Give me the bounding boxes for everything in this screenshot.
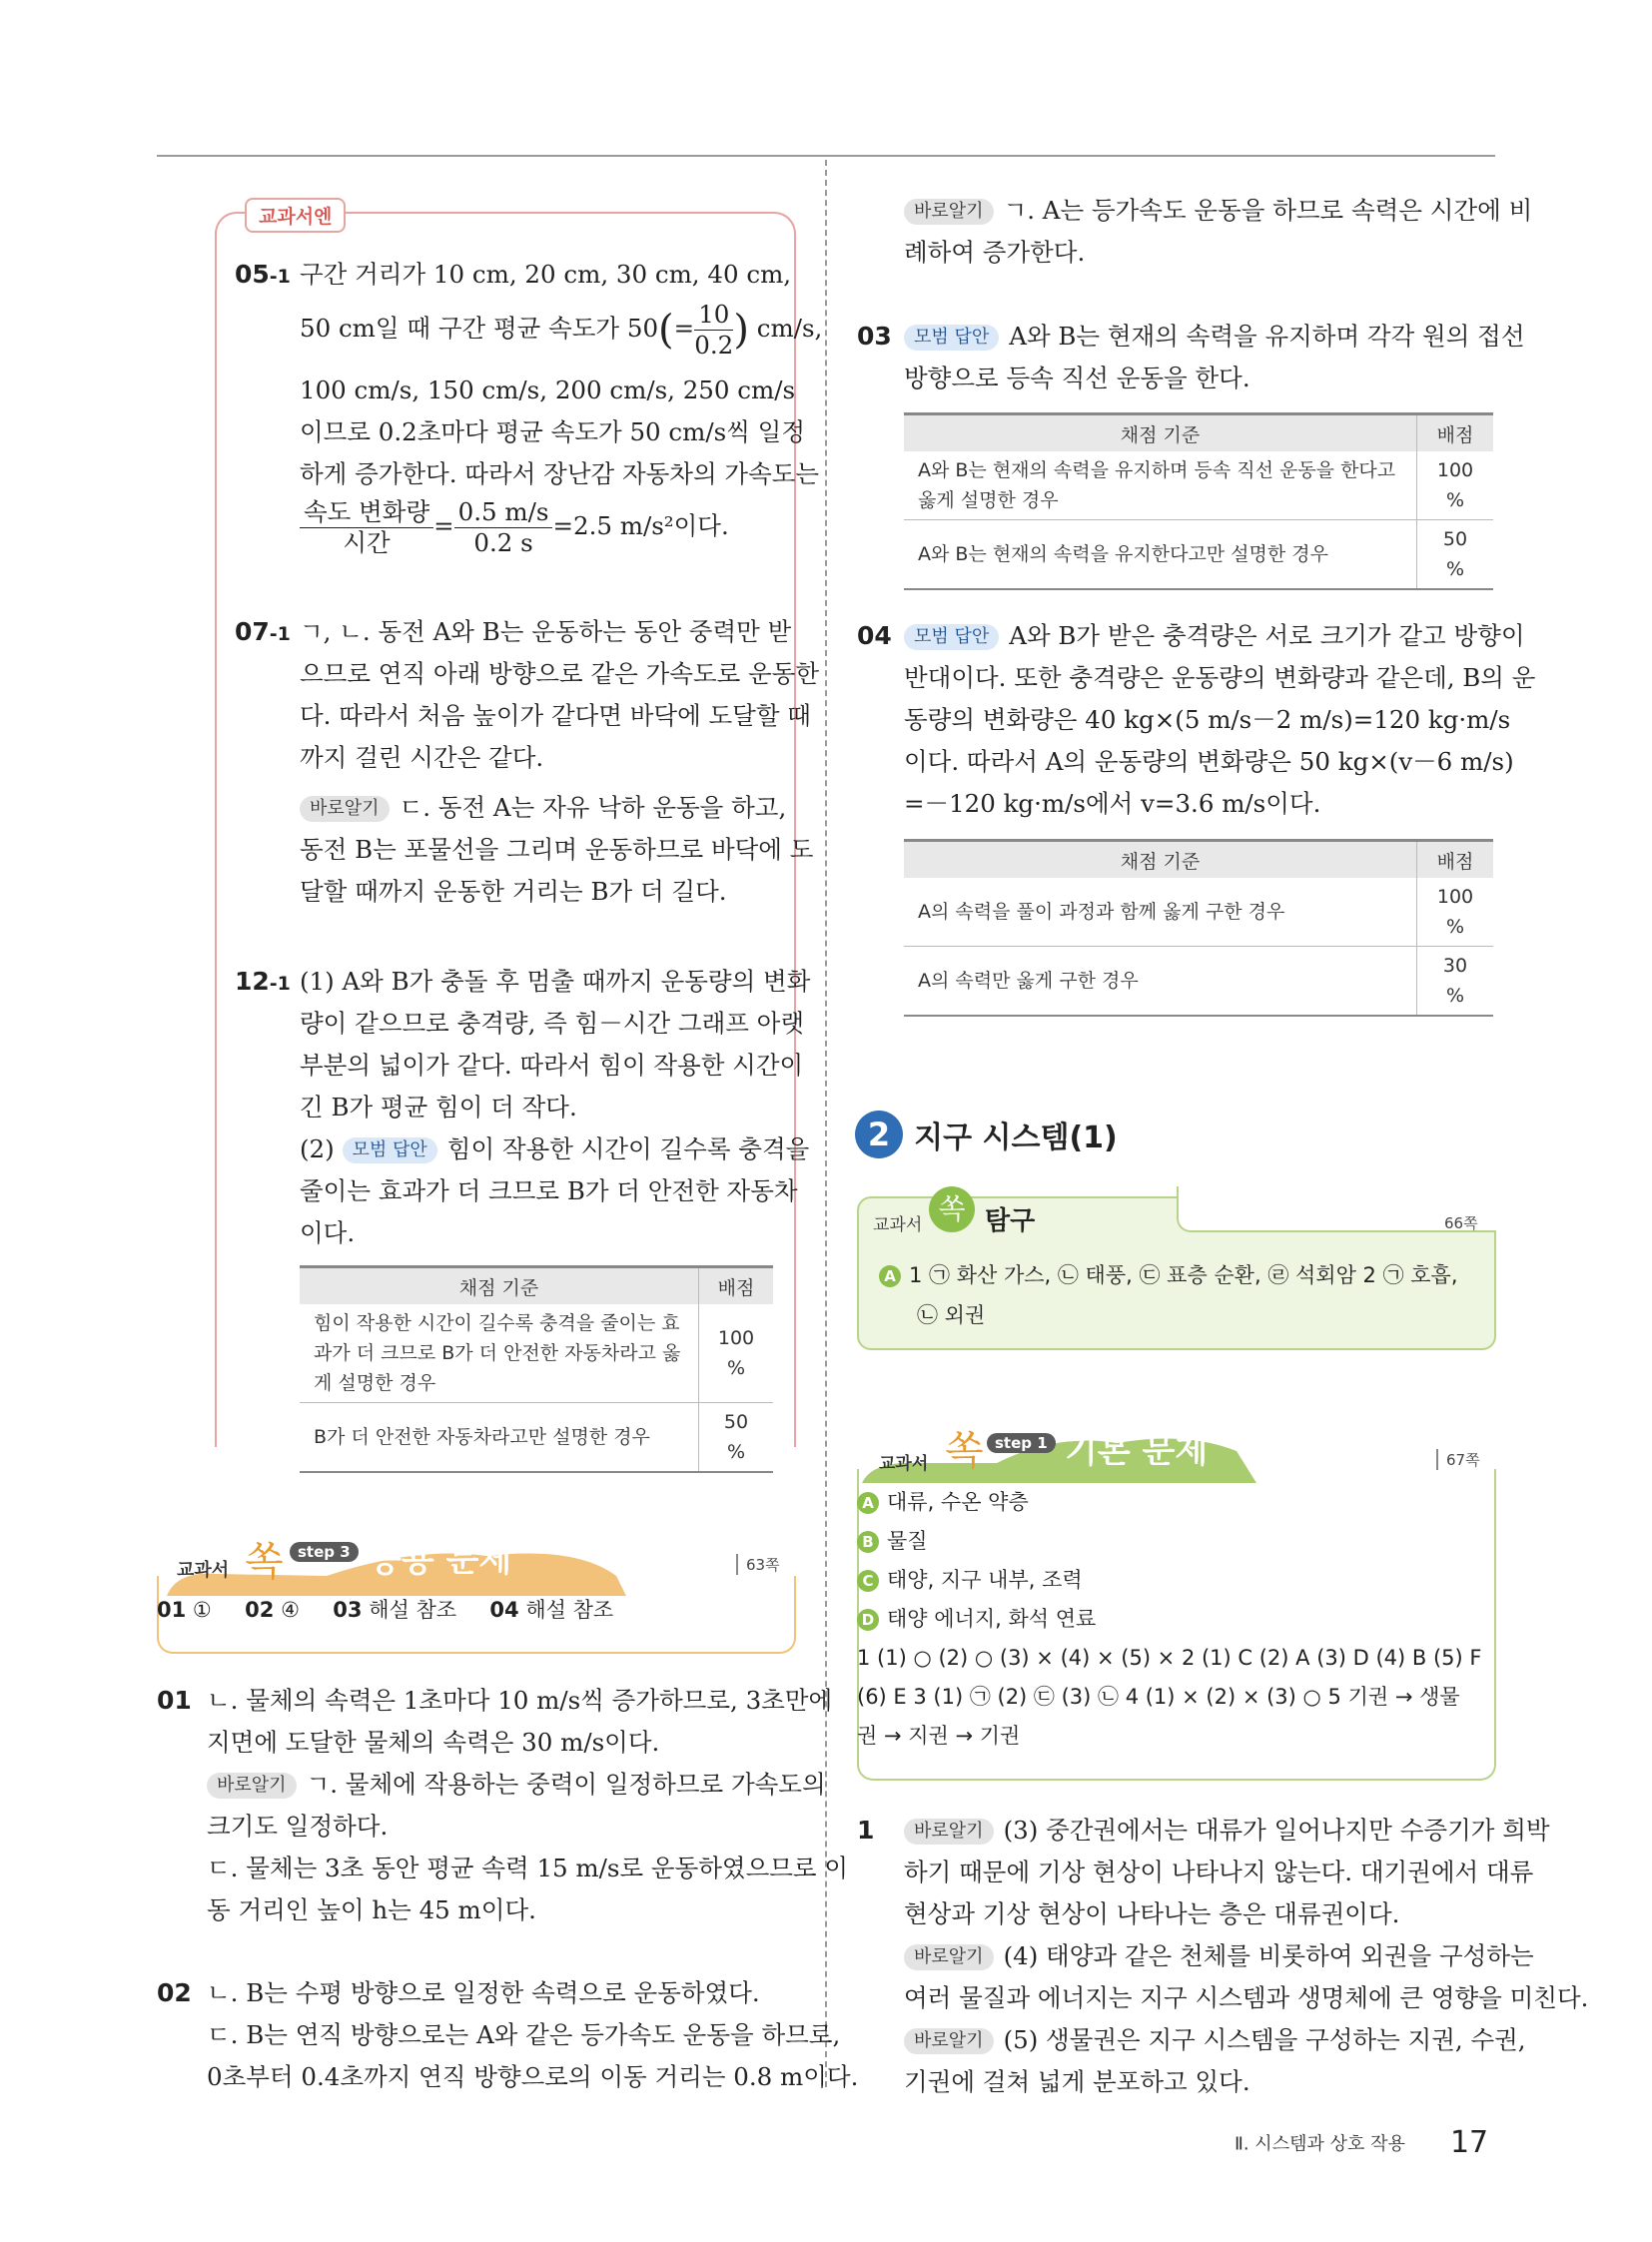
step1-answers: A 대류, 수온 약층 B 물질 C 태양, 지구 내부, 조력 D 태양 에너지, 화석 연료 1 (1) ○ (2) ○ (3) × (4) × (5) × 2 (1) C (2) A (3) D (4) B (5) F (6) E 3 (1) ㉠ (2) ㉢ (3) ㉡ 4 (1) × (2) × (3) ○ 5 기권 → 생물 권 → 지권 → 기권 bbox=[857, 1490, 1482, 1748]
acceleration-formula: $\frac{\text{속도 변화량}}{\text{시간}}$ = $\frac{0.5 m/s}{0.2 s}$ =2.5 m/s²이다. bbox=[300, 497, 729, 558]
chapter-label: Ⅱ. 시스템과 상호 작용 bbox=[1235, 2133, 1405, 2155]
scoring-table-12: 채점 기준 배점 힘이 작용한 시간이 길수록 충격을 줄이는 효과가 더 크므로 B가 더 안전한 자동차라고 옳게 설명한 경우 100 % B가 더 안전한 자동차라고만 설명한 경우 50 % bbox=[300, 1265, 773, 1473]
step-title: 응용 문제 bbox=[369, 1540, 512, 1580]
ssuk-mark: 쏙 bbox=[945, 1428, 984, 1474]
correction-tag: 바로알기 bbox=[207, 1773, 297, 1799]
page-number: 17 bbox=[1449, 2125, 1489, 2160]
scoring-table-03: 채점 기준 배점 A와 B는 현재의 속력을 유지하며 등속 직선 운동을 한다고 옳게 설명한 경우 100 % A와 B는 현재의 속력을 유지한다고만 설명한 경우 50 % bbox=[904, 412, 1493, 590]
page-footer bbox=[1235, 2125, 1488, 2160]
book-label: 교과서 bbox=[879, 1454, 929, 1474]
ssuk-mark: 쏙 bbox=[929, 1186, 975, 1232]
question-number: 05-1 bbox=[235, 260, 291, 289]
step-title: 기본 문제 bbox=[1065, 1431, 1209, 1471]
correction-top: 바로알기 ㄱ. A는 등가속도 운동을 하므로 속력은 시간에 비 례하여 증가한다. bbox=[904, 196, 1533, 267]
text-line: 100 cm/s, 150 cm/s, 200 cm/s, 250 cm/s bbox=[300, 375, 796, 404]
page-ref: 66쪽 bbox=[1444, 1214, 1478, 1232]
page-ref: 67쪽 bbox=[1436, 1449, 1480, 1470]
text-line: 구간 거리가 10 cm, 20 cm, 30 cm, 40 cm, bbox=[300, 260, 792, 289]
step-badge: step 1 bbox=[987, 1433, 1056, 1453]
section-number-badge: 2 bbox=[855, 1111, 903, 1158]
explore-title: 탐구 bbox=[985, 1206, 1036, 1236]
step-badge: step 3 bbox=[290, 1542, 359, 1562]
step1-banner bbox=[857, 1423, 1496, 1783]
step3-banner bbox=[157, 1526, 796, 1656]
text-line: 하게 증가한다. 따라서 장난감 자동차의 가속도는 bbox=[300, 459, 820, 488]
explore-box: 교과서 쏙 탐구 66쪽 A 1 ㉠ 화산 가스, ㉡ 태풍, ㉢ 표층 순환, ㉣ 석회암 2 ㉠ 호흡, ㉡ 외권 bbox=[857, 1186, 1496, 1351]
page-ref: 63쪽 bbox=[736, 1554, 780, 1575]
section-title: 지구 시스템(1) bbox=[914, 1121, 1118, 1155]
ssuk-mark: 쏙 bbox=[245, 1539, 284, 1585]
scoring-table-04: 채점 기준 배점 A의 속력을 풀이 과정과 함께 옳게 구한 경우 100 % A의 속력만 옳게 구한 경우 30 % bbox=[904, 839, 1493, 1017]
model-answer-tag: 모범 답안 bbox=[343, 1137, 437, 1163]
text-line: 이므로 0.2초마다 평균 속도가 50 cm/s씩 일정 bbox=[300, 417, 805, 446]
top-rule bbox=[157, 155, 1495, 157]
step3-answers: 01 ① 02 ④ 03 해설 참조 04 해설 참조 bbox=[157, 1598, 614, 1622]
section-heading bbox=[855, 1111, 1118, 1158]
correction-tag: 바로알기 bbox=[300, 796, 390, 822]
fraction: $\frac{10}{0.2}$ bbox=[694, 300, 734, 360]
book-label: 교과서 bbox=[177, 1560, 230, 1581]
textbook-box-label: 교과서엔 bbox=[245, 198, 346, 233]
badge-a: A bbox=[879, 1265, 901, 1287]
text-line: 50 cm일 때 구간 평균 속도가 50(= $\frac{10}{0.2}$ ) cm/s, bbox=[300, 300, 823, 360]
